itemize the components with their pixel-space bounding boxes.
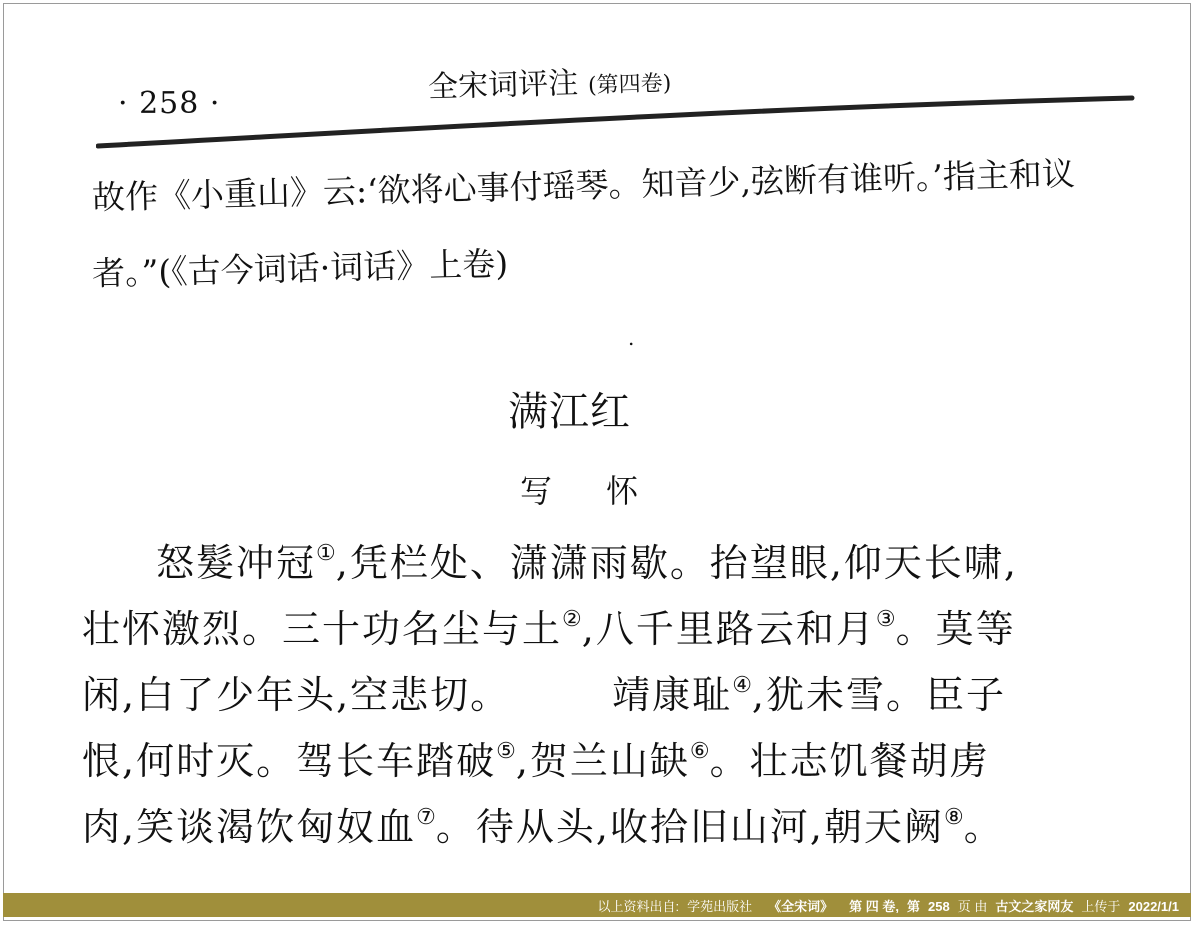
volume-label: (第四卷) [587,71,672,99]
page-suffix: 页 由 [957,899,988,914]
verse-text: 。壮志饥餐胡虏 [709,739,990,783]
source-footer [3,893,1191,917]
uploader-name: 古文之家网友 [995,899,1074,914]
book-title: 全宋词评注 [427,65,579,105]
footnote-marker: ② [562,607,582,632]
footnote-marker: ④ [732,673,752,698]
uploaded-label: 上传于 [1081,899,1121,914]
verse-text: 怒髮冲冠 [156,541,317,585]
verse-text: 靖康耻 [612,673,733,717]
source-credit [598,896,1179,915]
verse-text: 肉,笑谈渴饮匈奴血 [82,805,417,849]
commentary-line-2: 者。”(《古今词话·词话》上卷) [91,243,509,293]
verse-text: ,八千里路云和月 [581,607,876,651]
upload-date: 2022/1/1 [1128,899,1179,914]
verse-text: 。待从头,收拾旧山河,朝天阙 [435,805,944,849]
footnote-marker: ① [316,541,336,566]
publisher-name: 学苑出版社 [687,899,753,914]
source-prefix: 以上资料出自: [597,899,680,914]
volume-info: 第 四 卷, [849,899,900,914]
footnote-marker: ⑧ [944,805,964,830]
verse-text: 。 [963,805,1004,849]
stray-mark: . [628,326,635,350]
verse-line-2 [82,598,1016,653]
footnote-marker: ⑤ [496,739,516,764]
verse-text: 壮怀激烈。三十功名尘与土 [82,607,563,651]
verse-line-3 [82,664,1006,719]
verse-line-5 [82,796,1004,851]
book-name: 《全宋词》 [768,899,834,914]
poem-title: 满江红 [508,389,631,435]
verse-line-4 [82,730,990,785]
verse-text: 恨,何时灭。驾长车踏破 [82,739,497,783]
verse-text: 。莫等 [895,607,1016,651]
page-number: · 258 · [118,86,221,121]
header-rule [96,90,1136,154]
poem-subtitle: 写 怀 [520,472,661,510]
commentary-line-1: 故作《小重山》云:‘欲将心事付瑶琴。知音少,弦断有谁听。’指主和议 [91,153,1076,217]
footnote-marker: ⑥ [689,739,710,764]
footnote-marker: ⑦ [416,805,436,830]
verse-line-1 [156,532,1018,587]
verse-text: ,凭栏处、潇潇雨歇。抬望眼,仰天长啸, [335,541,1018,585]
verse-text: 闲,白了少年头,空悲切。 [82,673,511,717]
verse-text: ,贺兰山缺 [515,739,690,783]
verse-text: ,犹未雪。臣子 [751,673,1007,717]
footnote-marker: ③ [875,607,896,632]
page-ref: 258 [928,899,950,914]
page-prefix: 第 [907,899,921,914]
